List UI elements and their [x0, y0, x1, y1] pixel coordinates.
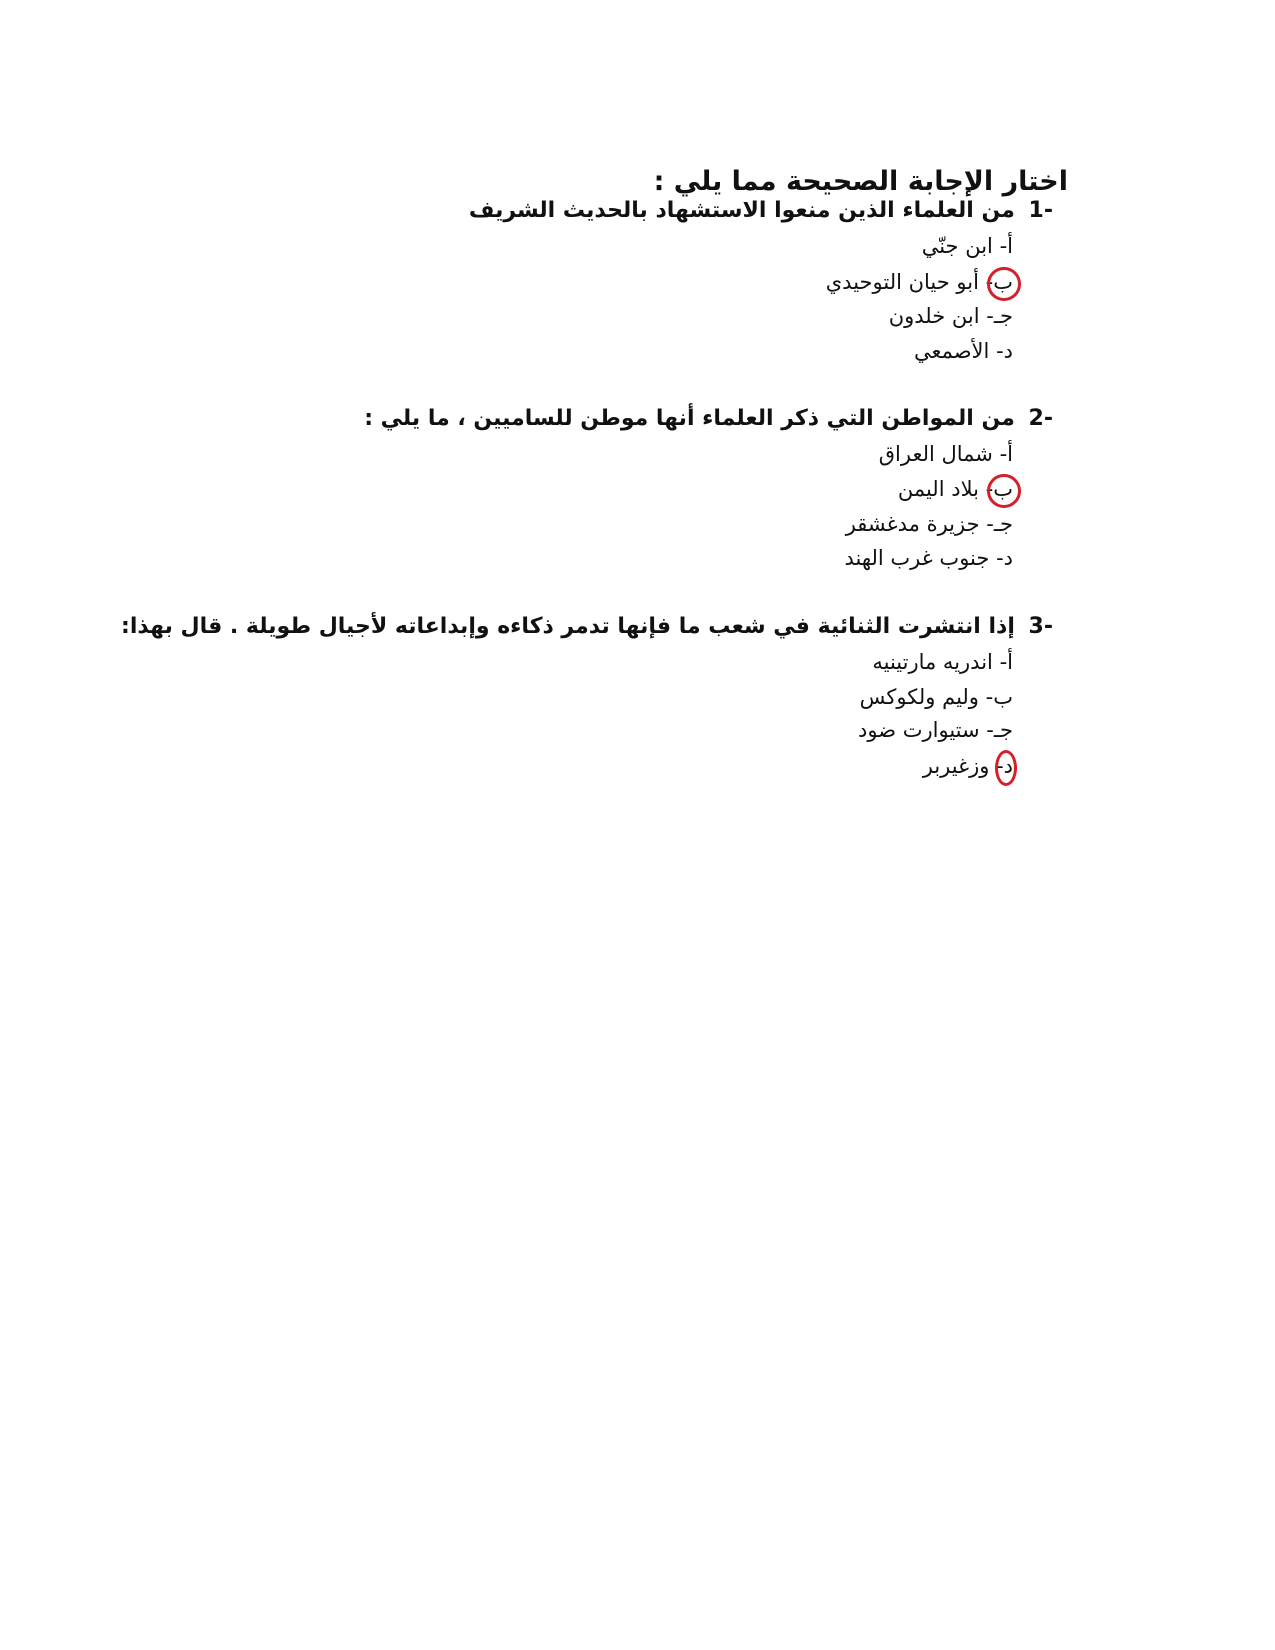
option-text: وليم ولكوكس [859, 685, 979, 709]
question-2-option-c[interactable] [846, 512, 1013, 536]
option-letter: ب- [985, 685, 1013, 709]
question-1-heading [469, 198, 1053, 223]
instruction-title: اختار الإجابة الصحيحة مما يلي : [653, 166, 1068, 197]
option-letter: أ- [999, 650, 1013, 674]
question-2-heading [364, 406, 1053, 431]
option-text: اندريه مارتينيه [872, 650, 993, 674]
option-text: شمال العراق [878, 442, 993, 466]
option-letter: جـ- [986, 718, 1013, 742]
option-text: ابن جنّي [921, 234, 993, 258]
option-letter: ب- [985, 270, 1013, 294]
question-1-option-a[interactable] [922, 234, 1013, 258]
option-text: وزغيربر [922, 754, 990, 778]
option-text: جزيرة مدغشقر [845, 512, 980, 536]
question-2-option-b[interactable] [898, 477, 1013, 501]
question-text: إذا انتشرت الثنائية في شعب ما فإنها تدمر ذكاءه وإبداعاته لأجيال طويلة . قال بهذا: [121, 614, 1015, 639]
option-text: أبو حيان التوحيدي [825, 270, 979, 294]
question-3-option-b[interactable] [860, 685, 1013, 709]
question-1-option-b[interactable] [826, 270, 1013, 294]
option-letter: جـ- [986, 512, 1013, 536]
option-letter-wrap [986, 477, 1013, 501]
option-text: ابن خلدون [888, 304, 980, 328]
question-number: -3 [1028, 614, 1053, 639]
question-3-heading [121, 614, 1053, 639]
option-letter: د- [996, 546, 1013, 570]
option-text: جنوب غرب الهند [844, 546, 990, 570]
option-letter: د- [996, 754, 1013, 778]
option-text: الأصمعي [913, 339, 990, 363]
option-text: ستيوارت ضود [858, 718, 980, 742]
option-letter: أ- [999, 442, 1013, 466]
question-2-option-d[interactable] [844, 546, 1013, 570]
question-3-option-c[interactable] [858, 718, 1013, 742]
question-number: -1 [1028, 198, 1053, 223]
option-text: بلاد اليمن [897, 477, 979, 501]
option-letter-wrap [986, 270, 1013, 294]
option-letter: ب- [985, 477, 1013, 501]
question-1-option-c[interactable] [889, 304, 1013, 328]
option-letter: جـ- [986, 304, 1013, 328]
question-3-option-d[interactable] [923, 754, 1013, 778]
question-number: -2 [1028, 406, 1053, 431]
question-text: من العلماء الذين منعوا الاستشهاد بالحديث الشريف [468, 198, 1015, 223]
question-1-option-d[interactable] [914, 339, 1013, 363]
question-2-option-a[interactable] [879, 442, 1013, 466]
question-text: من المواطن التي ذكر العلماء أنها موطن للساميين ، ما يلي : [364, 406, 1015, 431]
question-3-option-a[interactable] [872, 650, 1013, 674]
option-letter: د- [996, 339, 1013, 363]
option-letter-wrap [996, 754, 1013, 778]
option-letter: أ- [999, 234, 1013, 258]
